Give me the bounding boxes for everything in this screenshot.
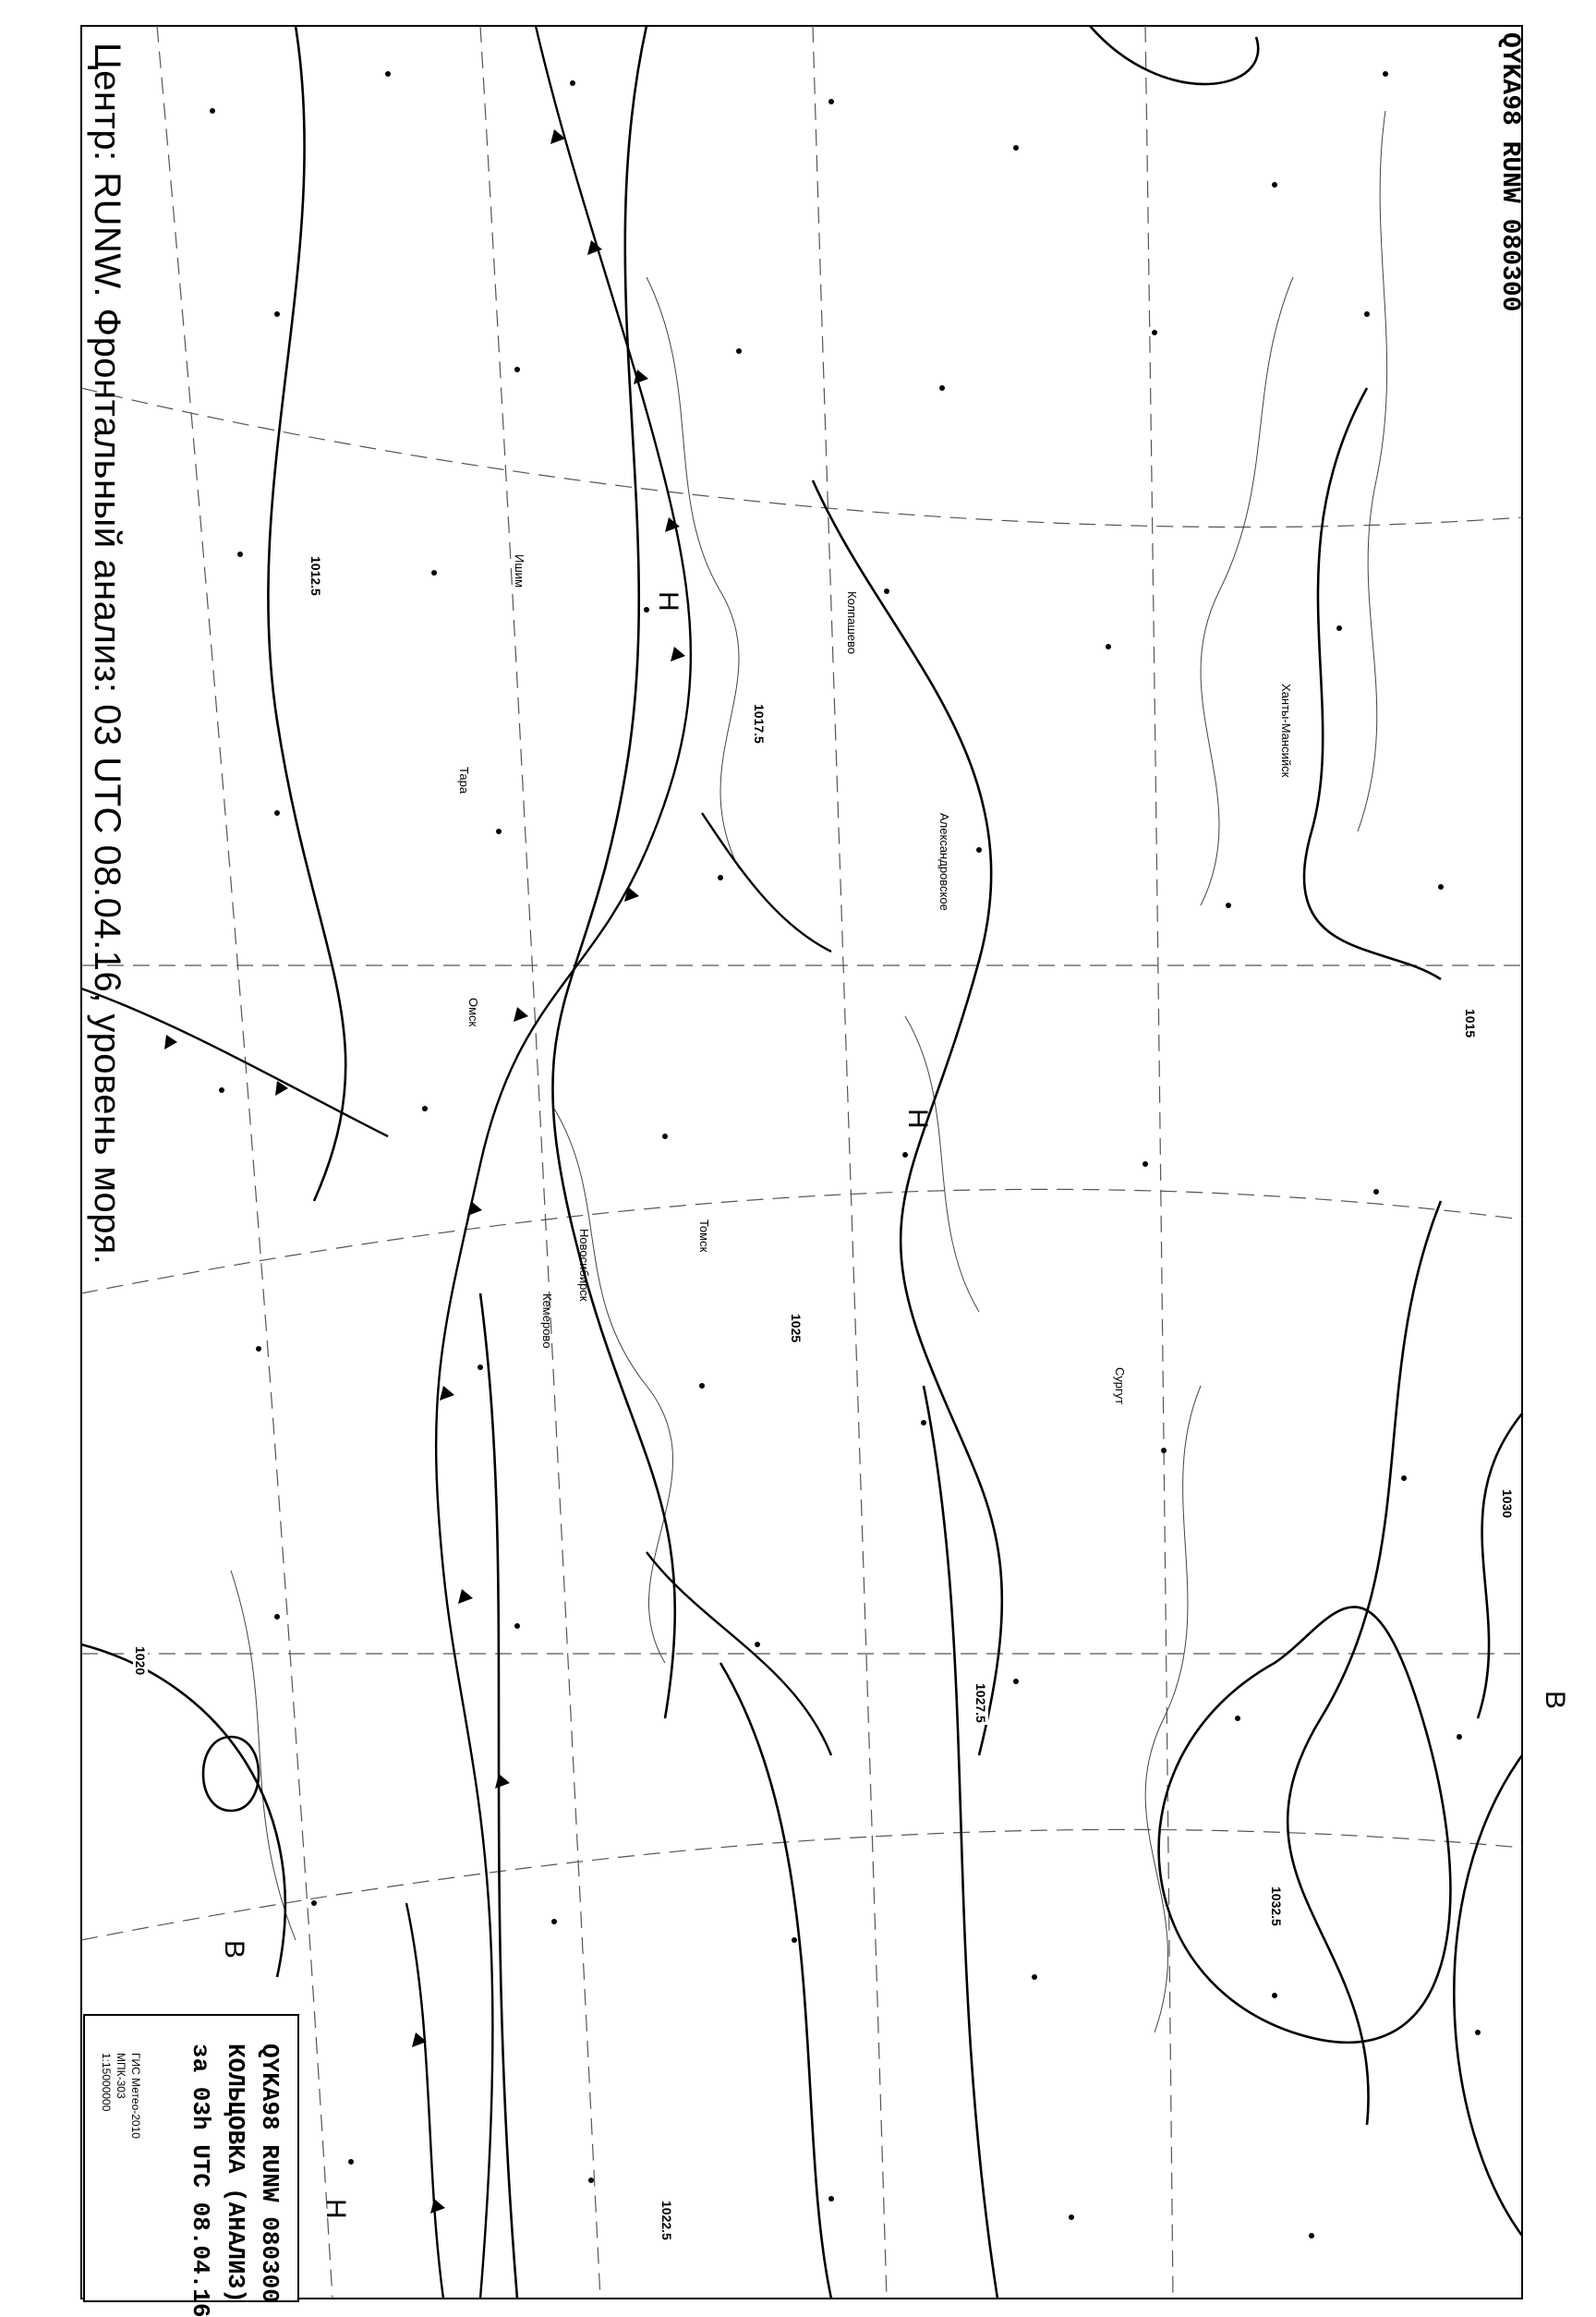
low-pressure-center: Н (653, 591, 683, 612)
low-pressure-center: Н (320, 2199, 351, 2219)
chart-stamp (83, 2014, 299, 2317)
city-label: Колпашево (845, 591, 859, 655)
city-label: Сургут (1113, 1367, 1127, 1405)
high-pressure-center: В (219, 1940, 249, 1959)
front-symbols (164, 129, 685, 2214)
stamp-time: за 03h UTC 08.04.16 (187, 2044, 214, 2317)
isobar-label: 1017.5 (752, 704, 767, 744)
isobar-label: 1030 (1500, 1489, 1515, 1519)
city-label: Кемерово (540, 1293, 554, 1349)
chart-code: QYKA98 RUNW 080300 (1495, 32, 1524, 312)
isobar-label: 1015 (1463, 1009, 1478, 1038)
isobars (81, 26, 1522, 2299)
city-label: Тара (457, 767, 471, 795)
stamp-footer: МПК-303 (115, 2053, 127, 2099)
isobar-label: 1020 (133, 1646, 148, 1676)
city-label: Ишим (513, 554, 526, 588)
map-title: Центр: RUNW. Фронтальный анализ: 03 UTC 08.04.16, уровень моря. (87, 42, 127, 1266)
city-label: Омск (466, 998, 480, 1027)
isobar-label: 1025 (789, 1314, 804, 1343)
stamp-code: QYKA98 RUNW 080300 (256, 2044, 284, 2303)
stamp-kind: КОЛЬЦОВКА (АНАЛИЗ) (222, 2044, 249, 2303)
city-label: Новосибирск (577, 1229, 591, 1302)
stamp-footer: ГИС Метео-2010 (129, 2053, 142, 2139)
isobar-label: 1022.5 (659, 2201, 674, 2240)
isobar-label: 1012.5 (308, 556, 323, 596)
stamp-footer: 1:15000000 (100, 2053, 113, 2112)
city-label: Ханты-Мансийск (1279, 684, 1293, 778)
geography-lines (231, 111, 1387, 2032)
city-label: Александровское (937, 813, 951, 911)
low-pressure-center: Н (902, 1109, 933, 1129)
station-dots (210, 71, 1481, 2238)
isobar-label: 1027.5 (973, 1683, 988, 1723)
city-label: Томск (697, 1219, 711, 1253)
isobar-label: 1032.5 (1269, 1886, 1284, 1926)
high-pressure-center: В (1540, 1691, 1570, 1710)
fronts (81, 26, 831, 2299)
